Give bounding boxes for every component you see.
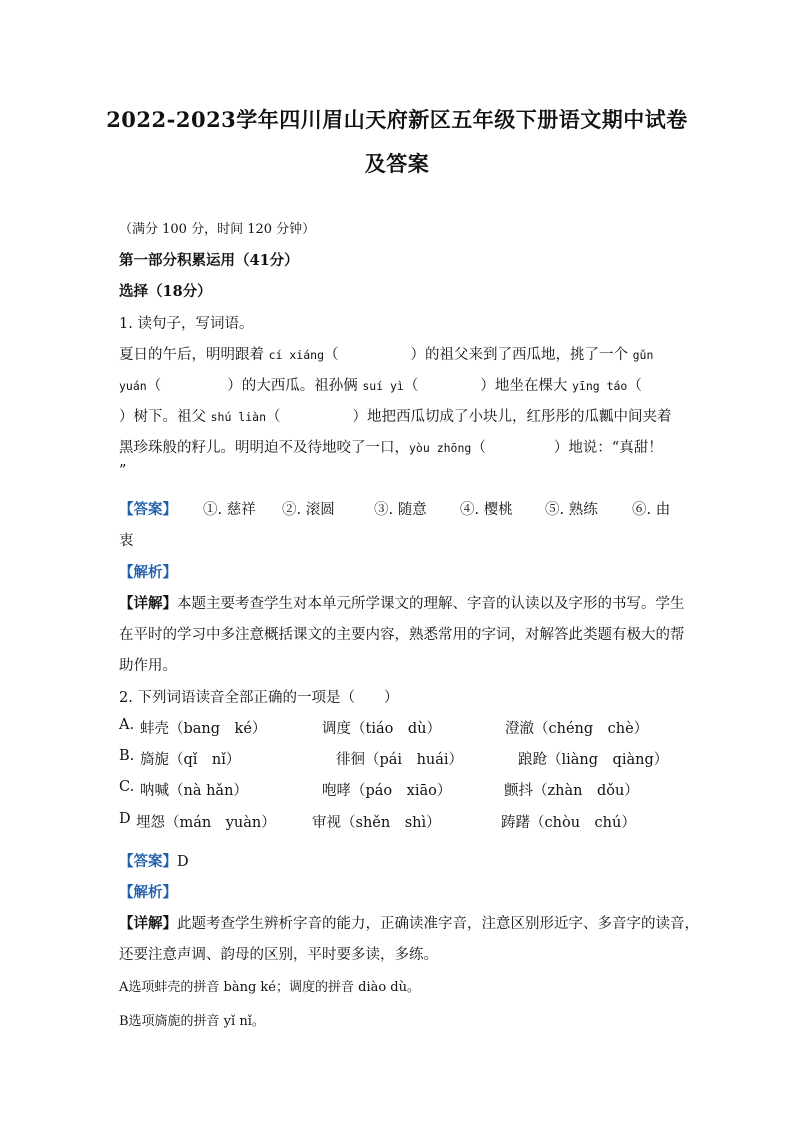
- q2-answer-line: [119, 850, 189, 871]
- q1-detail-line3: 助作用。: [119, 658, 177, 674]
- q1-pinyin: yòu zhōng: [409, 441, 472, 455]
- q2-option-b-word1: 旖旎（qǐ nǐ）: [140, 752, 241, 768]
- answer-tag: 【答案】: [119, 853, 177, 870]
- analysis-tag: 【解析】: [119, 564, 177, 581]
- q1-text: 夏日的午后，明明跟着: [119, 347, 264, 363]
- q1-text: 地坐在棵大: [494, 378, 568, 394]
- detail-tag: 【详解】: [119, 915, 177, 932]
- q2-option-b-word3: 踉跄（liàng qiàng）: [518, 752, 669, 768]
- q1-pinyin: shú liàn: [210, 410, 266, 424]
- q1-text: 地把西瓜切成了小块儿，红彤彤的瓜瓤中间夹着: [367, 409, 672, 425]
- q2-option-c-word1: 呐喊（nà hǎn）: [140, 783, 248, 799]
- q1-pinyin: gǔn: [632, 348, 654, 362]
- q2-option-b-word2: 徘徊（pái huái）: [336, 752, 464, 768]
- q1-sentence-line3: ）树下。祖父 shú liàn（ ）地把西瓜切成了小块儿，红彤彤的瓜瓤中间夹着: [119, 409, 672, 425]
- q1-sentence-line4: 黑珍珠般的籽儿。明明迫不及待地咬了一口，yòu zhōng（ ）地说：“真甜！: [119, 440, 663, 456]
- q1-detail-line2: 在平时的学习中多注意概括课文的主要内容，熟悉常用的字词，对解答此类题有极大的帮: [119, 627, 685, 643]
- document-title-line2: 及答案: [364, 151, 430, 176]
- q2-option-d-word3: 踌躇（chòu chú）: [501, 815, 636, 831]
- q2-option-b-letter: B.: [119, 748, 135, 764]
- q2-detail-line1: [119, 912, 699, 933]
- q1-sentence-line5: ”: [119, 463, 127, 479]
- q1-answer-line: [119, 498, 177, 519]
- q1-text: 的大西瓜。祖孙俩: [241, 378, 358, 394]
- q1-answer-1: ①. 慈祥: [203, 502, 256, 518]
- q1-answer-2: ②. 滚圆: [282, 502, 335, 518]
- part1-heading: 第一部分积累运用（41分）: [119, 252, 299, 269]
- q2-detail-line2: 还要注意声调、韵母的区别，平时要多读，多练。: [119, 947, 438, 963]
- q2-detail-line3: A选项蚌壳的拼音 bàng ké；调度的拼音 diào dù。: [119, 980, 421, 995]
- q1-text: ）树下。祖父: [119, 409, 206, 425]
- q2-option-a-word3: 澄澈（chéng chè）: [505, 721, 649, 737]
- q1-detail-line1: [119, 592, 685, 613]
- answer-tag: 【答案】: [119, 501, 177, 518]
- document-title-line1: 2022-2023学年四川眉山天府新区五年级下册语文期中试卷: [106, 107, 688, 132]
- q1-text: 地说：“真甜！: [568, 440, 663, 456]
- q2-option-d-word2: 审视（shěn shì）: [312, 815, 441, 831]
- q1-pinyin: suí yì: [362, 379, 404, 393]
- section-heading: 选择（18分）: [119, 283, 212, 300]
- q2-detail-line4: B选项旖旎的拼音 yǐ nǐ。: [119, 1014, 265, 1029]
- q1-answer-wrap: 衷: [119, 533, 134, 549]
- q1-text: 的祖父来到了西瓜地，挑了一个: [425, 347, 628, 363]
- q2-option-d-letter: D: [119, 811, 131, 827]
- score-time-info: （满分 100 分，时间 120 分钟）: [119, 222, 316, 237]
- detail-tag: 【详解】: [119, 595, 177, 612]
- q2-option-c-letter: C.: [119, 779, 135, 795]
- q1-answer-3: ③. 随意: [374, 502, 427, 518]
- q2-detail-text: 此题考查学生辨析字音的能力，正确读准字音，注意区别形近字、多音字的读音，: [177, 916, 699, 932]
- q1-answer-4: ④. 樱桃: [460, 502, 513, 518]
- q1-answer-6: ⑥. 由: [632, 502, 671, 518]
- q1-text: 黑珍珠般的籽儿。明明迫不及待地咬了一口，: [119, 440, 409, 456]
- q1-pinyin: yuán: [119, 379, 147, 393]
- q2-answer: D: [177, 854, 189, 870]
- q2-stem: 2. 下列词语读音全部正确的一项是（ ）: [119, 690, 399, 706]
- analysis-tag: 【解析】: [119, 884, 177, 901]
- q2-option-c-word2: 咆哮（páo xiāo）: [322, 783, 452, 799]
- q1-sentence-line1: 夏日的午后，明明跟着 cí xiáng（ ）的祖父来到了西瓜地，挑了一个 gǔn: [119, 347, 654, 363]
- q2-option-a-word2: 调度（tiáo dù）: [322, 721, 441, 737]
- q1-sentence-line2: yuán（ ）的大西瓜。祖孙俩 suí yì（ ）地坐在棵大 yīng táo（: [119, 378, 642, 394]
- q1-detail-text: 本题主要考查学生对本单元所学课文的理解、字音的认读以及字形的书写。学生: [177, 596, 685, 612]
- q2-option-a-word1: 蚌壳（bang ké）: [140, 721, 267, 737]
- q1-pinyin: yīng táo: [571, 379, 628, 393]
- q2-option-a-letter: A.: [119, 717, 135, 733]
- q1-answer-5: ⑤. 熟练: [545, 502, 598, 518]
- q2-option-d-word1: 埋怨（mán yuàn）: [136, 815, 276, 831]
- q2-option-c-word3: 颤抖（zhàn dǒu）: [504, 783, 639, 799]
- q1-stem: 1. 读句子，写词语。: [119, 316, 254, 332]
- q1-pinyin: cí xiáng: [268, 348, 324, 362]
